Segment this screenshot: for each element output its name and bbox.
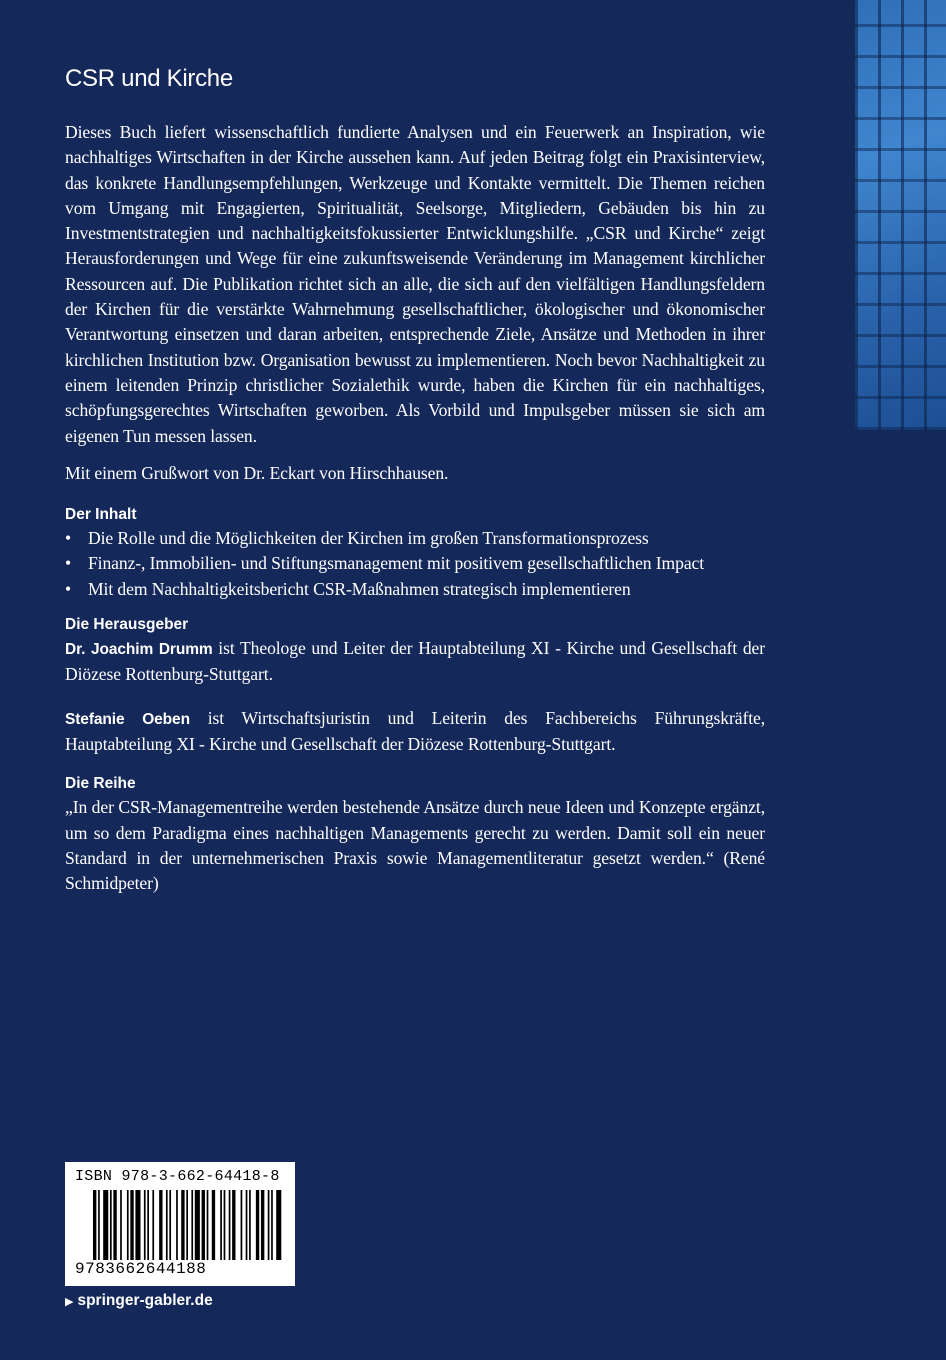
list-item: • Die Rolle und die Möglichkeiten der Kirchen im großen Transformationsprozess xyxy=(65,526,765,551)
publisher-url: springer-gabler.de xyxy=(77,1292,213,1309)
editor-name: Dr. Joachim Drumm xyxy=(65,641,213,659)
series-quote: „In der CSR-Managementreihe werden bestehende Ansätze durch neue Ideen und Konzepte ergänzt, um so dem Paradigma eines nachhaltigen Managements gerecht zu werden. Damit soll ein neuer Standard in der unternehmerischen Praxis sowie Managementliteratur gesetzt werden.“ (René Schmidpeter) xyxy=(65,797,765,894)
book-description: Dieses Buch liefert wissenschaftlich fundierte Analysen und ein Feuerwerk an Inspiration, wie nachhaltiges Wirtschaften in der Kirche aussehen kann. Auf jeden Beitrag folgt ein Praxisinterview, das konkrete Handlungsempfehlungen, Werkzeuge und Kontakte vermittelt. Die Themen reichen vom Umgang mit Engagierten, Spiritualität, Seelsorge, Mitgliedern, Gebäuden bis hin zu Investmentstrategien und nachhaltigkeitsfokussierter Entwicklungshilfe. „CSR und Kirche“ zeigt Herausforderungen und Wege für eine zukunftsweisende Veränderung im Management kirchlicher Ressourcen auf. Die Publikation richtet sich an alle, die sich auf den vielfältigen Handlungsfeldern der Kirchen für die verstärkte Wahrnehmung gesellschaftlicher, ökologischer und ökonomischer Verantwortung einsetzen und daran arbeiten, entsprechende Ziele, Ansätze und Methoden in ihrer kirchlichen Institution bzw. Organisation bewusst zu implementieren. Noch bevor Nachhaltigkeit zu einem leitenden Prinzip christlicher Sozialethik wurde, haben die Kirchen für ein nachhaltiges, schöpfungsgerechtes Wirtschaften geworben. Als Vorbild und Impulsgeber müssen sie sich am eigenen Tun messen lassen. xyxy=(65,122,765,446)
contents-list xyxy=(65,526,765,602)
publisher-link[interactable] xyxy=(65,1291,213,1312)
isbn-barcode xyxy=(65,1162,295,1286)
arrow-right-icon: ▶ xyxy=(65,1296,74,1308)
cover-photo-strip xyxy=(855,0,946,430)
contents-heading: Der Inhalt xyxy=(65,506,137,524)
editor-description: ist Wirtschaftsjuristin und Leiterin des Fachbereichs Führungskräfte, Hauptabteilung XI - Kirche und Gesellschaft der Diözese Rottenburg-Stuttgart. xyxy=(65,707,765,754)
isbn-label: ISBN 978-3-662-64418-8 xyxy=(75,1168,280,1185)
book-title: CSR und Kirche xyxy=(65,65,233,92)
editor-name: Stefanie Oeben xyxy=(65,710,190,728)
series-heading: Die Reihe xyxy=(65,775,136,793)
editor-description: ist Theologe und Leiter der Hauptabteilung XI - Kirche und Gesellschaft der Diözese Rottenburg-Stuttgart. xyxy=(65,638,765,685)
list-item: • Finanz-, Immobilien- und Stiftungsmanagement mit positivem gesellschaftlichen Impact xyxy=(65,551,765,576)
list-item: • Mit dem Nachhaltigkeitsbericht CSR-Maßnahmen strategisch implementieren xyxy=(65,577,765,602)
barcode-digits: 9783662644188 xyxy=(75,1260,207,1278)
foreword-note: Mit einem Grußwort von Dr. Eckart von Hirschhausen. xyxy=(65,462,449,483)
editor-bio-drumm xyxy=(65,636,765,688)
editor-bio-oeben xyxy=(65,706,765,758)
barcode-bars xyxy=(93,1190,283,1260)
back-cover-content xyxy=(65,62,765,908)
editors-heading: Die Herausgeber xyxy=(65,616,189,634)
